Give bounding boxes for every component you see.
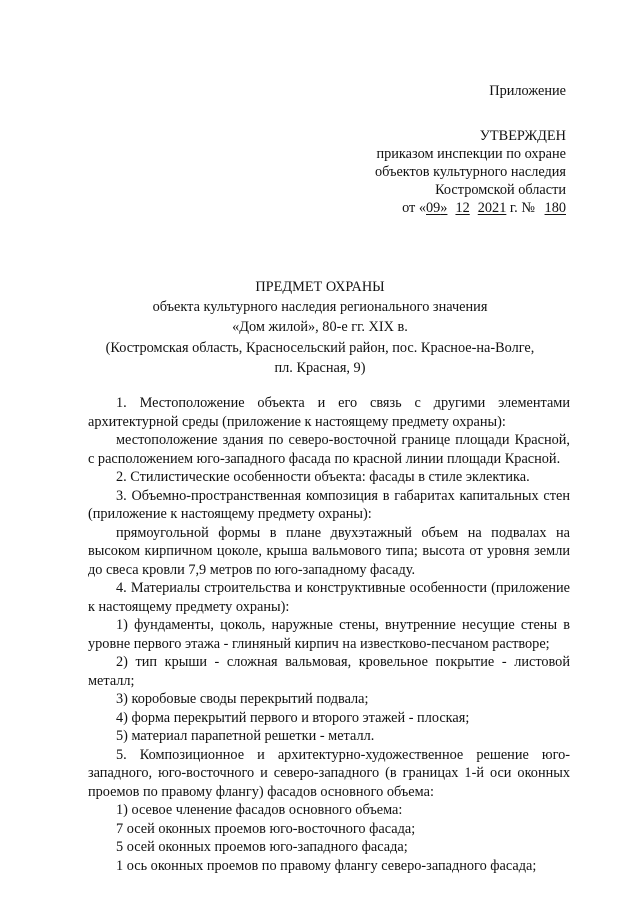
approval-objects-line: объектов культурного наследия (375, 164, 566, 180)
document-body (88, 394, 570, 875)
number-label: г. № (506, 200, 539, 216)
paragraph-4: 4. Материалы строительства и конструктивные особенности (приложение к настоящему предмету охраны): (88, 580, 570, 615)
date-mid: » (440, 200, 448, 216)
document-title: ПРЕДМЕТ ОХРАНЫ (255, 279, 385, 295)
paragraph-4-item-2: 2) тип крыши - сложная вальмовая, кровельное покрытие - листовой металл; (88, 654, 570, 689)
paragraph-4-item-1: 1) фундаменты, цоколь, наружные стены, внутренние несущие стены в уровне первого этажа - глиняный кирпич на известково-песчаном растворе; (88, 617, 570, 652)
paragraph-3: 3. Объемно-пространственная композиция в габаритах капитальных стен (приложение к настоящему предмету охраны): (88, 487, 570, 522)
paragraph-1-detail: местоположение здания по северо-восточной границе площади Красной, с расположением юго-западного фасада по красной линии площади Красной. (88, 432, 570, 467)
paragraph-4-item-3: 3) коробовые своды перекрытий подвала; (116, 691, 369, 707)
approval-date-line (402, 199, 566, 217)
paragraph-5: 5. Композиционное и архитектурно-художественное решение юго-западного, юго-восточного и северо-западного (в границах 1-й оси оконных проемов по правому флангу) фасадов основного объема: (88, 746, 570, 800)
paragraph-5-item-1b: 5 осей оконных проемов юго-западного фасада; (116, 839, 408, 855)
subtitle-line-3: (Костромская область, Красносельский район, пос. Красное-на-Волге, (105, 340, 535, 356)
date-prefix: от « (402, 200, 426, 216)
date-month: 12 (455, 200, 470, 216)
paragraph-5-item-1c: 1 ось оконных проемов по правому флангу северо-западного фасада; (116, 857, 537, 874)
paragraph-4-item-5: 5) материал парапетной решетки - металл. (116, 728, 375, 744)
order-number: 180 (544, 200, 566, 216)
subtitle-line-4: пл. Красная, 9) (274, 360, 366, 376)
paragraph-5-item-1a: 7 осей оконных проемов юго-восточного фасада; (116, 820, 416, 837)
subtitle-line-1: объекта культурного наследия регионального значения (152, 299, 488, 315)
approved-label: УТВЕРЖДЕН (479, 128, 566, 144)
approval-region-line: Костромской области (435, 182, 566, 198)
paragraph-4-item-4: 4) форма перекрытий первого и второго этажей - плоская; (116, 709, 470, 726)
appendix-label: Приложение (489, 83, 566, 99)
approval-order-line: приказом инспекции по охране (376, 146, 566, 162)
date-year: 2021 (477, 200, 507, 216)
paragraph-5-item-1: 1) осевое членение фасадов основного объема: (116, 802, 403, 818)
paragraph-3-detail: прямоугольной формы в плане двухэтажный объем на подвалах на высоком кирпичном цоколе, крыша вальмового типа; высота от уровня земли до свеса кровли 7,9 метров по юго-западному фасаду. (88, 524, 570, 578)
subtitle-line-2: «Дом жилой», 80-е гг. XIX в. (232, 319, 408, 335)
paragraph-1: 1. Местоположение объекта и его связь с другими элементами архитектурной среды (приложение к настоящему предмету охраны): (88, 395, 570, 430)
date-day: 09 (426, 200, 441, 216)
paragraph-2: 2. Стилистические особенности объекта: фасады в стиле эклектика. (116, 469, 530, 485)
